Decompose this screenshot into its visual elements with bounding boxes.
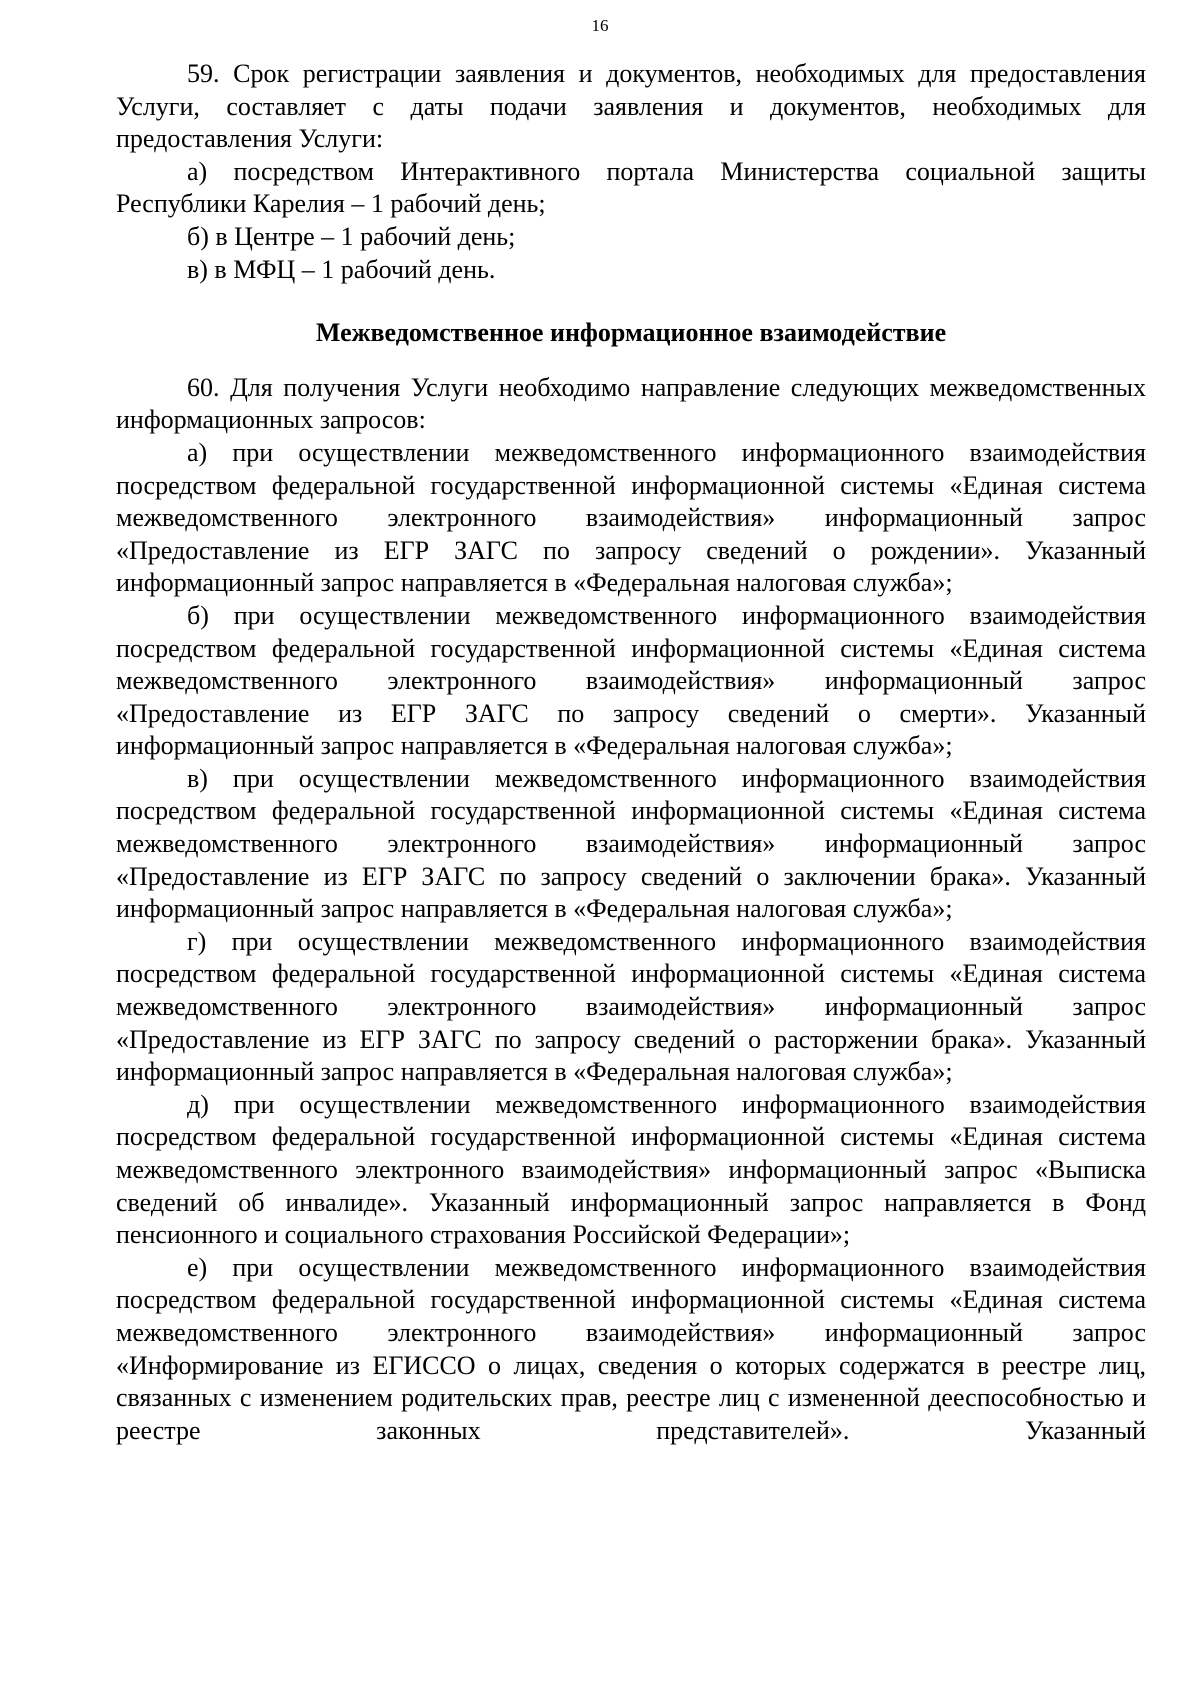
document-body xyxy=(116,58,1146,1447)
paragraph-60-d: д) при осуществлении межведомственного информационного взаимодействия посредством федеральной государственной информационной системы «Единая система межведомственного электронного взаимодействия» информационный запрос «Выписка сведений об инвалиде». Указанный информационный запрос направляется в Фонд пенсионного и социального страхования Российской Федерации»; xyxy=(116,1089,1146,1250)
page-number: 16 xyxy=(591,16,609,35)
paragraph-59-v: в) в МФЦ – 1 рабочий день. xyxy=(187,254,496,284)
paragraph-59: 59. Срок регистрации заявления и документов, необходимых для предоставления Услуги, составляет с даты подачи заявления и документов, необходимых для предоставления Услуги: xyxy=(116,59,1146,154)
paragraph-60-b: б) при осуществлении межведомственного информационного взаимодействия посредством федеральной государственной информационной системы «Единая система межведомственного электронного взаимодействия» информационный запрос «Предоставление из ЕГР ЗАГС по запросу сведений о смерти». Указанный информационный запрос направляется в «Федеральная налоговая служба»; xyxy=(116,600,1146,761)
paragraph-60-v: в) при осуществлении межведомственного информационного взаимодействия посредством федеральной государственной информационной системы «Единая система межведомственного электронного взаимодействия» информационный запрос «Предоставление из ЕГР ЗАГС по запросу сведений о заключении брака». Указанный информационный запрос направляется в «Федеральная налоговая служба»; xyxy=(116,763,1146,924)
paragraph-60-a: а) при осуществлении межведомственного информационного взаимодействия посредством федеральной государственной информационной системы «Единая система межведомственного электронного взаимодействия» информационный запрос «Предоставление из ЕГР ЗАГС по запросу сведений о рождении». Указанный информационный запрос направляется в «Федеральная налоговая служба»; xyxy=(116,437,1146,598)
paragraph-60-g: г) при осуществлении межведомственного информационного взаимодействия посредством федеральной государственной информационной системы «Единая система межведомственного электронного взаимодействия» информационный запрос «Предоставление из ЕГР ЗАГС по запросу сведений о расторжении брака». Указанный информационный запрос направляется в «Федеральная налоговая служба»; xyxy=(116,926,1146,1087)
paragraph-59-a: а) посредством Интерактивного портала Министерства социальной защиты Республики Карелия – 1 рабочий день; xyxy=(116,156,1146,219)
paragraph-59-b: б) в Центре – 1 рабочий день; xyxy=(187,221,516,251)
paragraph-60-e: е) при осуществлении межведомственного информационного взаимодействия посредством федеральной государственной информационной системы «Единая система межведомственного электронного взаимодействия» информационный запрос «Информирование из ЕГИССО о лицах, сведения о которых содержатся в реестре лиц, связанных с изменением родительских прав, реестре лиц с измененной дееспособностью и реестре законных представителей». Указанный xyxy=(116,1252,1146,1445)
section-heading: Межведомственное информационное взаимодействие xyxy=(315,318,947,348)
paragraph-60: 60. Для получения Услуги необходимо направление следующих межведомственных информационных запросов: xyxy=(116,372,1146,435)
